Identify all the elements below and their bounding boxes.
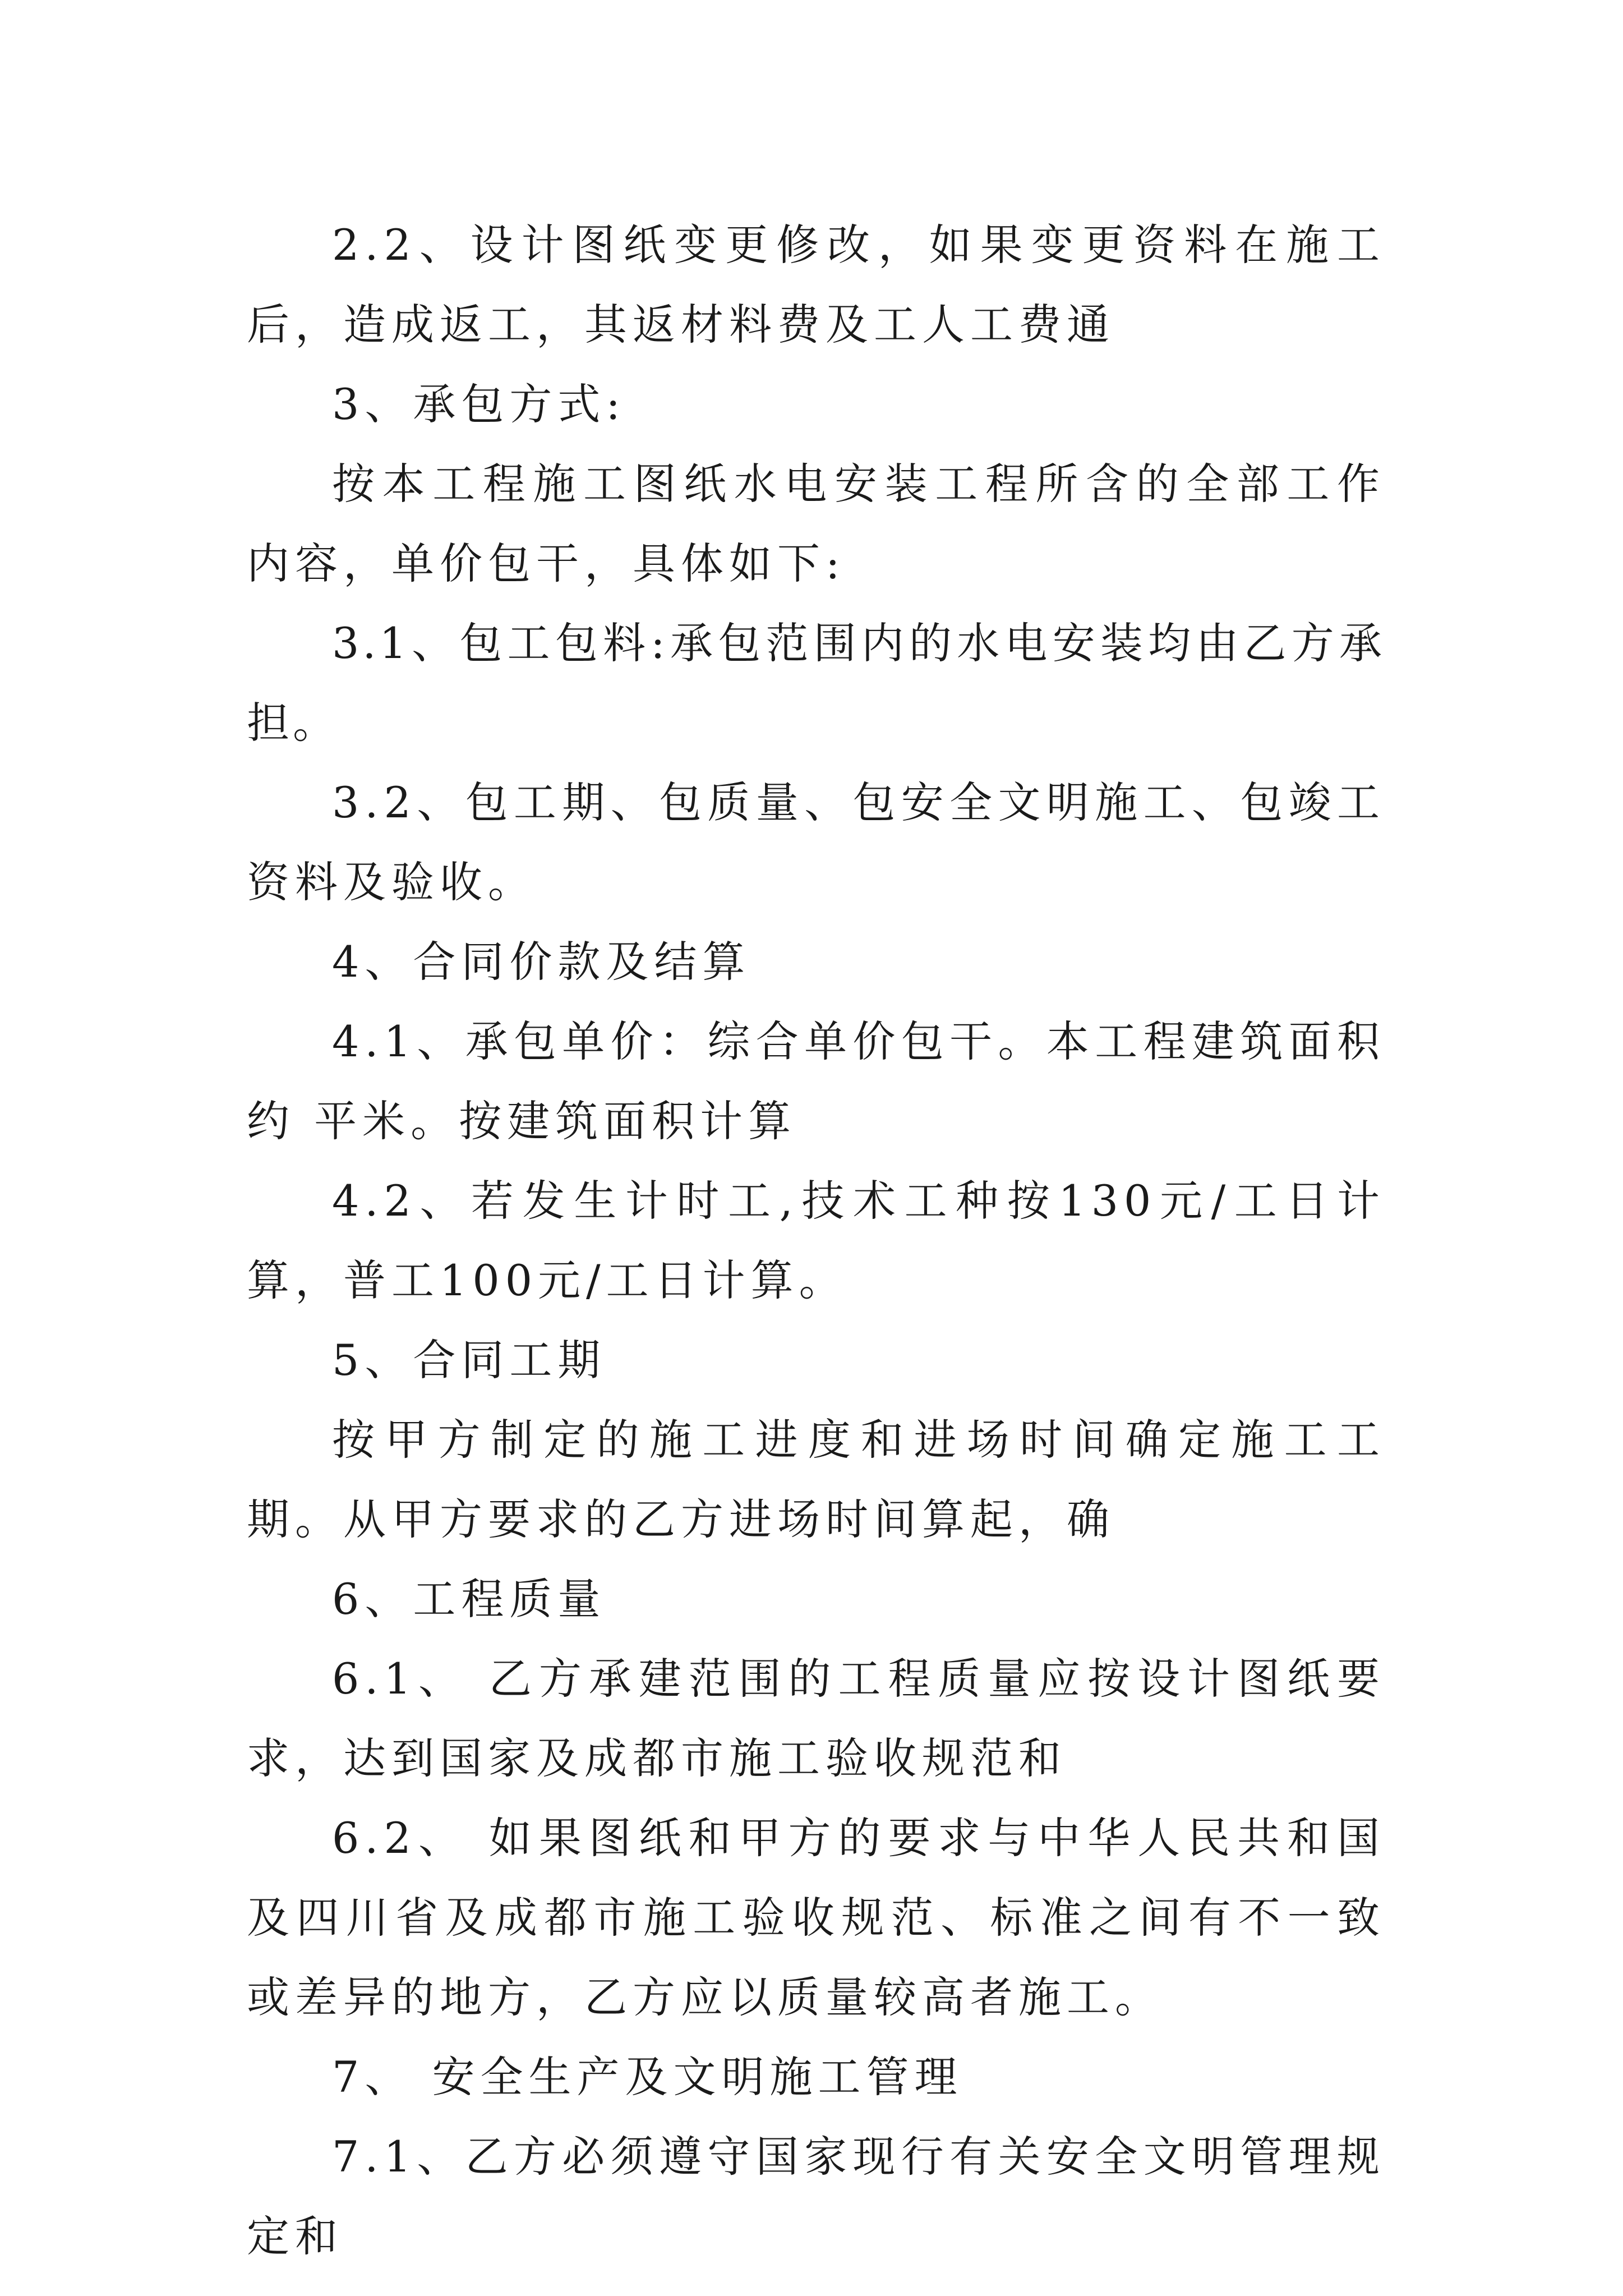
- paragraph-7-1: 7.1、乙方必须遵守国家现行有关安全文明管理规定和: [247, 2132, 1385, 2261]
- paragraph-3-2: 3.2、包工期、包质量、包安全文明施工、包竣工资料及验收。: [247, 777, 1385, 907]
- heading-4-price-settlement: 4、合同价款及结算: [332, 937, 751, 987]
- paragraph-6-2: 6.2、 如果图纸和甲方的要求与中华人民共和国及四川省及成都市施工验收规范、标准之间有不一致或差异的地方，乙方应以质量较高者施工。: [247, 1813, 1385, 2022]
- heading-6-quality: 6、工程质量: [332, 1574, 606, 1624]
- heading-5-contract-period: 5、合同工期: [332, 1335, 606, 1385]
- heading-3-contract-method: 3、承包方式:: [332, 379, 626, 429]
- document-body: [247, 205, 1385, 2276]
- heading-7-safety: 7、 安全生产及文明施工管理: [332, 2052, 963, 2102]
- paragraph-3-intro: 按本工程施工图纸水电安装工程所含的全部工作内容，单价包干，具体如下:: [247, 459, 1385, 588]
- paragraph-6-1: 6.1、 乙方承建范围的工程质量应按设计图纸要求，达到国家及成都市施工验收规范和: [247, 1654, 1385, 1783]
- paragraph-4-1: 4.1、承包单价：综合单价包干。本工程建筑面积约 平米。按建筑面积计算: [247, 1016, 1385, 1146]
- paragraph-2-2: 2.2、设计图纸变更修改，如果变更资料在施工后，造成返工，其返材料费及工人工费通: [247, 220, 1385, 349]
- paragraph-5-body: 按甲方制定的施工进度和进场时间确定施工工期。从甲方要求的乙方进场时间算起，确: [247, 1415, 1385, 1544]
- paragraph-4-2: 4.2、若发生计时工,技术工种按130元/工日计算，普工100元/工日计算。: [247, 1176, 1385, 1305]
- paragraph-3-1: 3.1、包工包料:承包范围内的水电安装均由乙方承担。: [247, 618, 1385, 748]
